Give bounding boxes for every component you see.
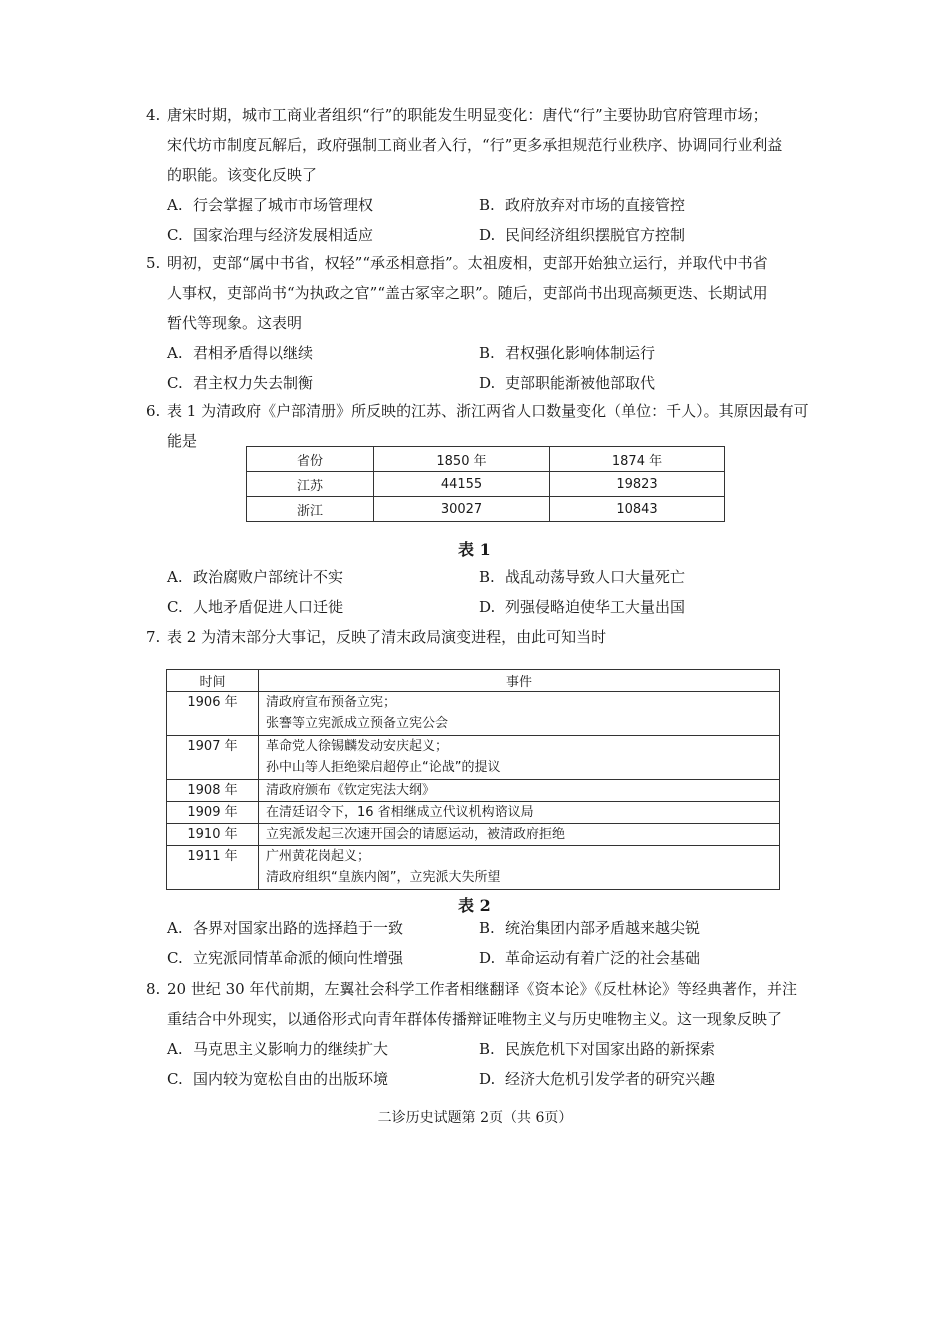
question-number: 8. bbox=[146, 980, 161, 998]
table-cell-year: 1906 年 bbox=[167, 692, 259, 736]
option-b[interactable]: B. 君权强化影响体制运行 bbox=[479, 344, 656, 362]
table-row bbox=[247, 472, 725, 497]
question-stem-line: 宋代坊市制度瓦解后，政府强制工商业者入行，“行”更多承担规范行业秩序、协调同行业利益 bbox=[167, 136, 783, 154]
options bbox=[146, 338, 806, 398]
table-caption: 表 1 bbox=[458, 540, 491, 559]
table-row bbox=[167, 824, 780, 846]
table-cell-year: 1908 年 bbox=[167, 780, 259, 802]
option-c[interactable]: C. 立宪派同情革命派的倾向性增强 bbox=[167, 949, 404, 967]
table-header-cell: 1874 年 bbox=[550, 447, 725, 472]
question-stem-line: 6. 表 1 为清政府《户部清册》所反映的江苏、浙江两省人口数量变化（单位：千人）。其原因最有可 bbox=[146, 396, 806, 426]
table-header-cell: 时间 bbox=[167, 670, 259, 692]
option-b[interactable]: B. 民族危机下对国家出路的新探索 bbox=[479, 1040, 716, 1058]
options bbox=[146, 913, 806, 973]
option-a[interactable]: A. 各界对国家出路的选择趋于一致 bbox=[167, 919, 404, 937]
option-a[interactable]: A. 君相矛盾得以继续 bbox=[167, 344, 314, 362]
table-cell-event: 清政府颁布《钦定宪法大纲》 bbox=[259, 780, 780, 802]
option-c[interactable]: C. 君主权力失去制衡 bbox=[167, 374, 314, 392]
question-8 bbox=[146, 974, 806, 1094]
options bbox=[146, 562, 806, 622]
question-6-options bbox=[146, 562, 806, 622]
question-stem-line: 人事权，吏部尚书“为执政之官”“盖古冢宰之职”。随后，吏部尚书出现高频更迭、长期试用 bbox=[167, 284, 768, 302]
option-b[interactable]: B. 统治集团内部矛盾越来越尖锐 bbox=[479, 919, 701, 937]
question-stem-line: 5. 明初，吏部“属中书省，权轻”“承丞相意指”。太祖废相，吏部开始独立运行，并取代中书省 bbox=[146, 248, 806, 278]
option-c[interactable]: C. 人地矛盾促进人口迁徙 bbox=[167, 598, 344, 616]
table-cell: 30027 bbox=[374, 497, 550, 522]
option-a[interactable]: A. 行会掌握了城市市场管理权 bbox=[167, 196, 374, 214]
question-stem-line: 8. 20 世纪 30 年代前期，左翼社会科学工作者相继翻译《资本论》《反杜林论》等经典著作，并注 bbox=[146, 974, 806, 1004]
question-number: 5. bbox=[146, 254, 161, 272]
option-a[interactable]: A. 政治腐败户部统计不实 bbox=[167, 568, 344, 586]
table-cell-year: 1911 年 bbox=[167, 846, 259, 890]
option-d[interactable]: D. 经济大危机引发学者的研究兴趣 bbox=[479, 1070, 716, 1088]
table-header-cell: 事件 bbox=[259, 670, 780, 692]
question-stem-line: 7. 表 2 为清末部分大事记，反映了清末政局演变进程，由此可知当时 bbox=[146, 622, 806, 652]
table-cell-event: 立宪派发起三次速开国会的请愿运动，被清政府拒绝 bbox=[259, 824, 780, 846]
table-cell: 江苏 bbox=[247, 472, 374, 497]
question-number: 4. bbox=[146, 106, 161, 124]
table-cell-year: 1910 年 bbox=[167, 824, 259, 846]
question-stem-line: 的职能。该变化反映了 bbox=[167, 166, 318, 184]
option-b[interactable]: B. 政府放弃对市场的直接管控 bbox=[479, 196, 686, 214]
table-header-row bbox=[167, 670, 780, 692]
table-row bbox=[167, 802, 780, 824]
table-cell: 44155 bbox=[374, 472, 550, 497]
option-a[interactable]: A. 马克思主义影响力的继续扩大 bbox=[167, 1040, 389, 1058]
option-b[interactable]: B. 战乱动荡导致人口大量死亡 bbox=[479, 568, 686, 586]
question-7 bbox=[146, 622, 806, 652]
question-stem-line: 重结合中外现实，以通俗形式向青年群体传播辩证唯物主义与历史唯物主义。这一现象反映了 bbox=[167, 1010, 783, 1028]
option-c[interactable]: C. 国家治理与经济发展相适应 bbox=[167, 226, 374, 244]
option-d[interactable]: D. 革命运动有着广泛的社会基础 bbox=[479, 949, 701, 967]
table-caption: 表 2 bbox=[458, 896, 491, 915]
option-d[interactable]: D. 民间经济组织摆脱官方控制 bbox=[479, 226, 686, 244]
table-cell-event: 在清廷诏令下，16 省相继成立代议机构谘议局 bbox=[259, 802, 780, 824]
options bbox=[146, 1034, 806, 1094]
table-cell-event: 革命党人徐锡麟发动安庆起义； 孙中山等人拒绝梁启超停止“论战”的提议 bbox=[259, 736, 780, 780]
question-4 bbox=[146, 100, 806, 250]
table-cell-year: 1909 年 bbox=[167, 802, 259, 824]
table-row bbox=[167, 846, 780, 890]
options bbox=[146, 190, 806, 250]
table-cell-year: 1907 年 bbox=[167, 736, 259, 780]
question-5 bbox=[146, 248, 806, 398]
table-header-row bbox=[247, 447, 725, 472]
table-header-cell: 省份 bbox=[247, 447, 374, 472]
table-cell-event: 清政府宣布预备立宪； 张謇等立宪派成立预备立宪公会 bbox=[259, 692, 780, 736]
question-number: 7. bbox=[146, 628, 161, 646]
table-cell-event: 广州黄花岗起义； 清政府组织“皇族内阁”，立宪派大失所望 bbox=[259, 846, 780, 890]
question-7-options bbox=[146, 913, 806, 973]
table-cell: 10843 bbox=[550, 497, 725, 522]
option-d[interactable]: D. 吏部职能渐被他部取代 bbox=[479, 374, 656, 392]
table-cell: 19823 bbox=[550, 472, 725, 497]
table-row bbox=[167, 780, 780, 802]
table-row bbox=[167, 692, 780, 736]
table-cell: 浙江 bbox=[247, 497, 374, 522]
table-2 bbox=[166, 669, 780, 890]
table-row bbox=[167, 736, 780, 780]
option-c[interactable]: C. 国内较为宽松自由的出版环境 bbox=[167, 1070, 389, 1088]
table-header-cell: 1850 年 bbox=[374, 447, 550, 472]
question-stem-line: 暂代等现象。这表明 bbox=[167, 314, 303, 332]
table-row bbox=[247, 497, 725, 522]
option-d[interactable]: D. 列强侵略迫使华工大量出国 bbox=[479, 598, 686, 616]
page-footer: 二诊历史试题第 2页（共 6页） bbox=[377, 1110, 573, 1126]
question-stem-line: 能是 bbox=[167, 432, 198, 450]
question-number: 6. bbox=[146, 402, 161, 420]
question-stem-line: 4. 唐宋时期，城市工商业者组织“行”的职能发生明显变化：唐代“行”主要协助官府管理市场； bbox=[146, 100, 806, 130]
table-1 bbox=[246, 446, 725, 522]
